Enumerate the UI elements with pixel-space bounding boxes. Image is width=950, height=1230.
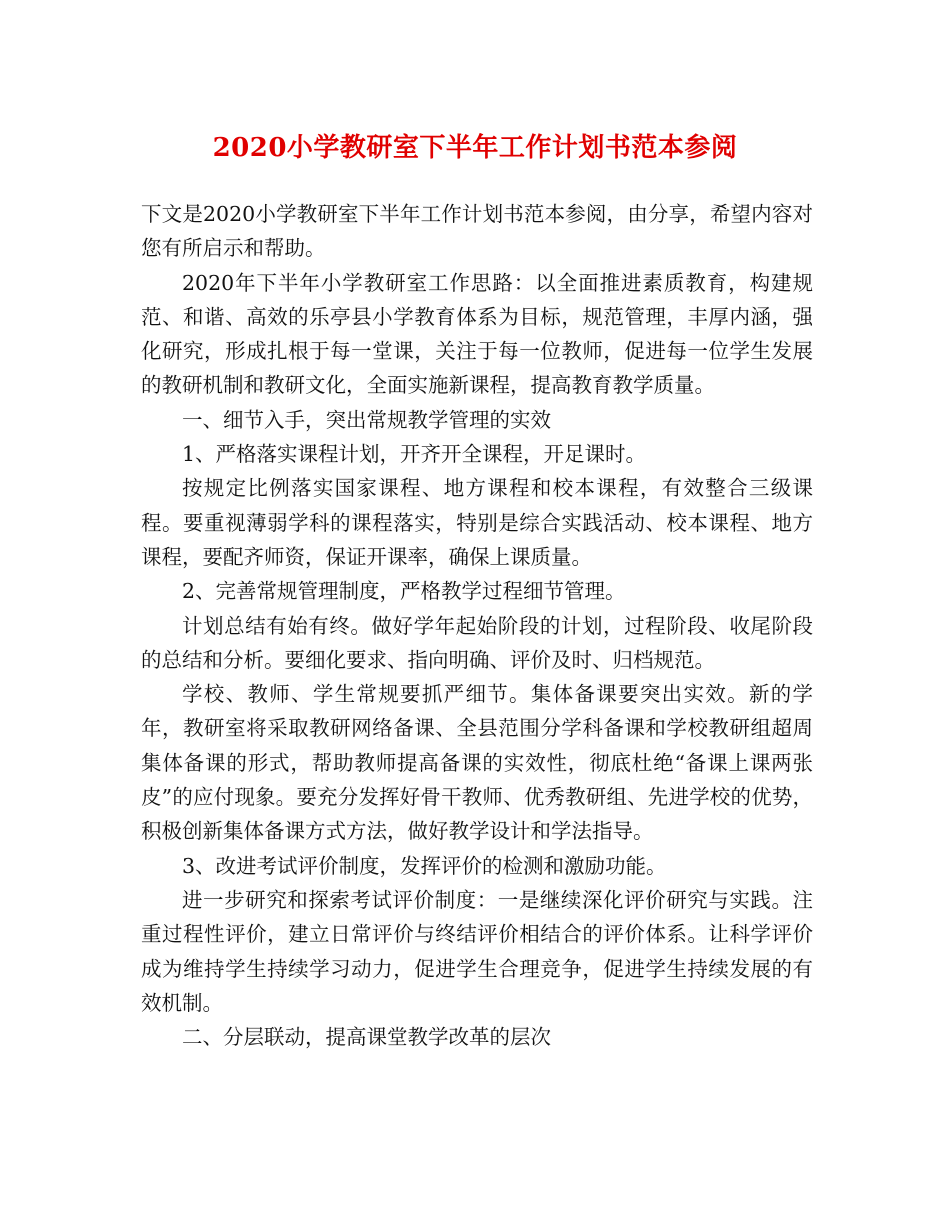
body-paragraph: 1、严格落实课程计划，开齐开全课程，开足课时。: [182, 442, 647, 467]
body-paragraph: 2020年下半年小学教研室工作思路：以全面推进素质教育，构建规范、和谐、高效的乐亭县小学教育体系为目标，规范管理，丰厚内涵，强化研究，形成扎根于每一堂课，关注于每一位教师，促进每一位学生发展的教研机制和教研文化，全面实施新课程，提高教育教学质量。: [141, 270, 813, 398]
body-paragraph: 2、完善常规管理制度，严格教学过程细节管理。: [182, 579, 626, 604]
body-paragraph: 下文是2020小学教研室下半年工作计划书范本参阅，由分享，希望内容对您有所启示和帮助。: [141, 202, 813, 261]
body-paragraph: 计划总结有始有终。做好学年起始阶段的计划，过程阶段、收尾阶段的总结和分析。要细化要求、指向明确、评价及时、归档规范。: [141, 613, 813, 672]
body-paragraph: 学校、教师、学生常规要抓严细节。集体备课要突出实效。新的学年，教研室将采取教研网络备课、全县范围分学科备课和学校教研组超周集体备课的形式，帮助教师提高备课的实效性，彻底杜绝“备课上课两张皮”的应付现象。要充分发挥好骨干教师、优秀教研组、先进学校的优势，积极创新集体备课方式方法，做好教学设计和学法指导。: [141, 682, 813, 844]
body-paragraph: 3、改进考试评价制度，发挥评价的检测和激励功能。: [182, 853, 667, 878]
body-paragraph: 二、分层联动，提高课堂教学改革的层次: [182, 1025, 551, 1050]
body-paragraph: 一、细节入手，突出常规教学管理的实效: [182, 407, 551, 432]
body-paragraph: 进一步研究和探索考试评价制度：一是继续深化评价研究与实践。注重过程性评价，建立日常评价与终结评价相结合的评价体系。让科学评价成为维持学生持续学习动力，促进学生合理竞争，促进学生持续发展的有效机制。: [141, 887, 813, 1015]
document-body: [141, 197, 813, 1054]
body-paragraph: 按规定比例落实国家课程、地方课程和校本课程，有效整合三级课程。要重视薄弱学科的课程落实，特别是综合实践活动、校本课程、地方课程，要配齐师资，保证开课率，确保上课质量。: [141, 476, 813, 569]
document-title: 2020小学教研室下半年工作计划书范本参阅: [212, 133, 738, 163]
